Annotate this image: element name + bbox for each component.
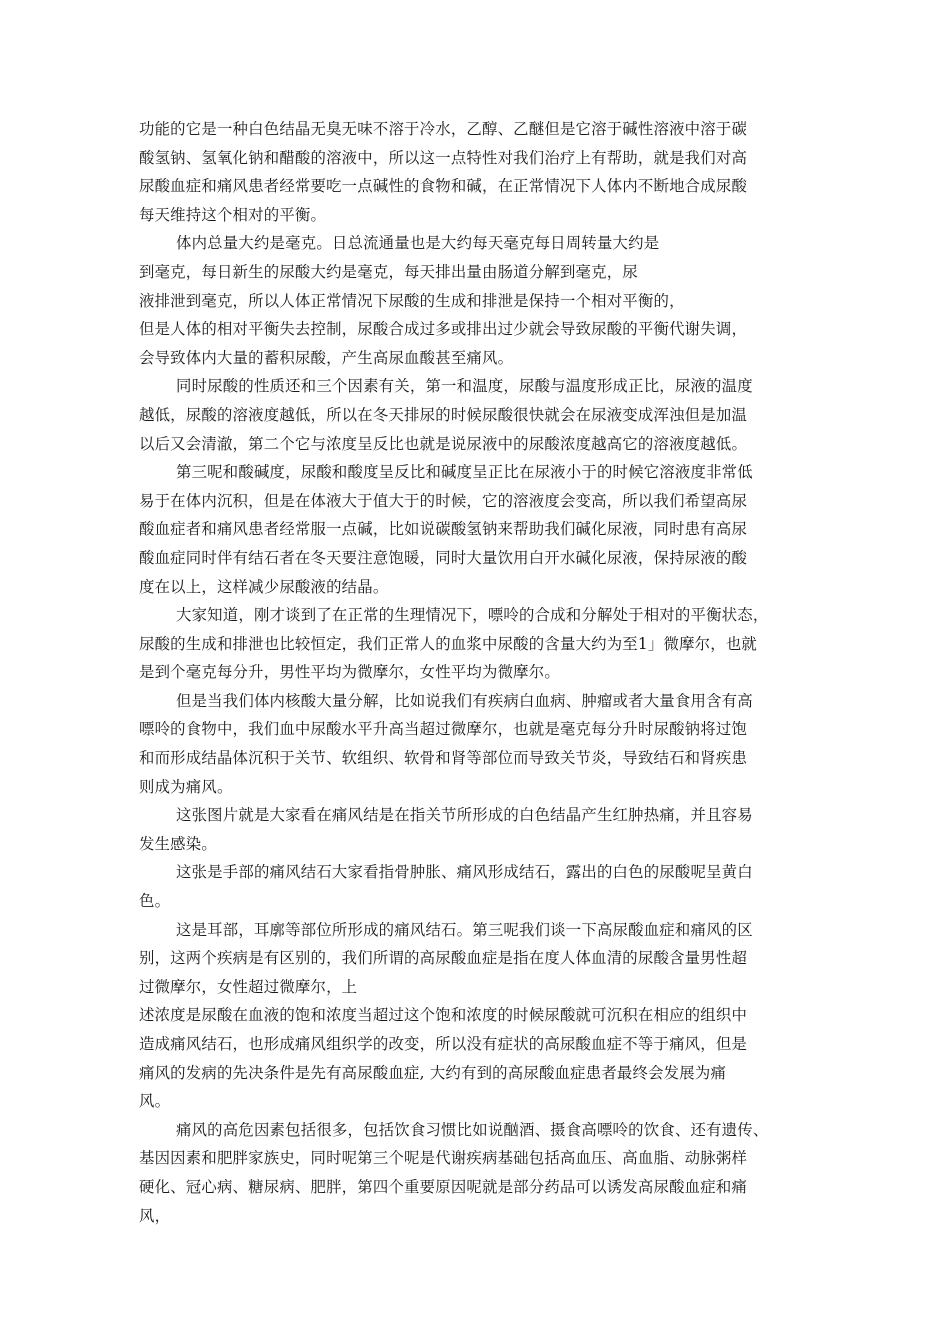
paragraph bbox=[139, 372, 839, 458]
text-line: 和而形成结晶体沉积于关节、软组织、软骨和肾等部位而导致关节炎，导致结石和肾疾患 bbox=[139, 749, 748, 768]
text-line: 风。 bbox=[139, 1092, 171, 1111]
text-line: 尿酸的生成和排泄也比较恒定，我们正常人的血浆中尿酸的含量大约为至1」微摩尔，也就 bbox=[139, 634, 758, 653]
paragraph bbox=[139, 115, 839, 229]
text-line: 以后又会清澈，第二个它与浓度呈反比也就是说尿液中的尿酸浓度越高它的溶液度越低。 bbox=[139, 434, 748, 453]
text-line: 色。 bbox=[139, 892, 171, 911]
paragraph bbox=[139, 458, 839, 601]
text-line: 这张是手部的痛风结石大家看指骨肿胀、痛风形成结石，露出的白色的尿酸呢呈黄白 bbox=[176, 863, 753, 882]
text-line: 到毫克，每日新生的尿酸大约是毫克，每天排出量由肠道分解到毫克，尿 bbox=[139, 262, 638, 281]
text-line: 同时尿酸的性质还和三个因素有关，第一和温度，尿酸与温度形成正比，尿液的温度 bbox=[176, 377, 753, 396]
text-line: 造成痛风结石，也形成痛风组织学的改变，所以没有症状的高尿酸血症不等于痛风，但是 bbox=[139, 1035, 748, 1053]
paragraph bbox=[139, 858, 839, 915]
text-line: 痛风的发病的先决条件是先有高尿酸血症, 大约有到的高尿酸血症患者最终会发展为痛 bbox=[139, 1063, 727, 1082]
text-line: 痛风的高危因素包括很多，包括饮食习惯比如说酗酒、摄食高嘌呤的饮食、还有遗传、 bbox=[176, 1120, 769, 1139]
paragraph bbox=[139, 801, 839, 858]
text-line: 酸血症者和痛风患者经常服一点碱，比如说碳酸氢钠来帮助我们碱化尿液，同时患有高尿 bbox=[139, 520, 748, 539]
text-line: 第三呢和酸碱度，尿酸和酸度呈反比和碱度呈正比在尿液小于的时候它溶液度非常低 bbox=[176, 463, 753, 482]
text-line: 别，这两个疾病是有区别的，我们所谓的高尿酸血症是指在度人体血清的尿酸含量男性超 bbox=[139, 949, 748, 968]
text-line: 尿酸血症和痛风患者经常要吃一点碱性的食物和碱，在正常情况下人体内不断地合成尿酸 bbox=[139, 177, 748, 196]
text-line: 但是人体的相对平衡失去控制，尿酸合成过多或排出过少就会导致尿酸的平衡代谢失调， bbox=[139, 320, 748, 339]
text-line: 述浓度是尿酸在血液的饱和浓度当超过这个饱和浓度的时候尿酸就可沉积在相应的组织中 bbox=[139, 1006, 748, 1025]
document-body bbox=[139, 115, 839, 1230]
paragraph bbox=[139, 1116, 839, 1230]
text-line: 液排泄到毫克，所以人体正常情况下尿酸的生成和排泄是保持一个相对平衡的， bbox=[139, 291, 685, 310]
text-line: 这是耳部，耳廓等部位所形成的痛风结石。第三呢我们谈一下高尿酸血症和痛风的区 bbox=[176, 920, 753, 939]
text-line: 发生感染。 bbox=[139, 834, 217, 853]
text-line: 是到个毫克每分升，男性平均为微摩尔，女性平均为微摩尔。 bbox=[139, 663, 560, 682]
text-line: 但是当我们体内核酸大量分解，比如说我们有疾病白血病、肿瘤或者大量食用含有高 bbox=[176, 691, 753, 710]
text-line: 功能的它是一种白色结晶无臭无味不溶于冷水，乙醇、乙醚但是它溶于碱性溶液中溶于碳 bbox=[139, 120, 748, 138]
text-line: 风， bbox=[139, 1206, 171, 1225]
text-line: 会导致体内大量的蓄积尿酸，产生高尿血酸甚至痛风。 bbox=[139, 348, 514, 367]
text-line: 硬化、冠心病、糖尿病、肥胖，第四个重要原因呢就是部分药品可以诱发高尿酸血症和痛 bbox=[139, 1177, 748, 1196]
text-line: 大家知道，刚才谈到了在正常的生理情况下，嘌呤的合成和分解处于相对的平衡状态， bbox=[176, 606, 769, 625]
text-line: 酸血症同时伴有结石者在冬天要注意饱暖，同时大量饮用白开水碱化尿液，保持尿液的酸 bbox=[139, 548, 748, 567]
text-line: 则成为痛风。 bbox=[139, 777, 233, 796]
paragraph bbox=[139, 916, 839, 1116]
text-line: 每天维持这个相对的平衡。 bbox=[139, 205, 327, 224]
text-line: 基因因素和肥胖家族史，同时呢第三个呢是代谢疾病基础包括高血压、高血脂、动脉粥样 bbox=[139, 1149, 748, 1168]
text-line: 这张图片就是大家看在痛风结是在指关节所形成的白色结晶产生红肿热痛，并且容易 bbox=[176, 806, 753, 825]
paragraph bbox=[139, 687, 839, 801]
text-line: 嘌呤的食物中，我们血中尿酸水平升高当超过微摩尔，也就是毫克每分升时尿酸钠将过饱 bbox=[139, 720, 748, 739]
text-line: 易于在体内沉积，但是在体液大于值大于的时候，它的溶液度会变高，所以我们希望高尿 bbox=[139, 491, 748, 510]
text-line: 度在以上，这样减少尿酸液的结晶。 bbox=[139, 577, 389, 596]
text-line: 越低，尿酸的溶液度越低，所以在冬天排尿的时候尿酸很快就会在尿液变成浑浊但是加温 bbox=[139, 405, 748, 424]
paragraph bbox=[139, 601, 839, 687]
text-line: 体内总量大约是毫克。日总流通量也是大约每天毫克每日周转量大约是 bbox=[176, 234, 660, 253]
paragraph bbox=[139, 229, 839, 372]
text-line: 过微摩尔，女性超过微摩尔，上 bbox=[139, 977, 358, 996]
text-line: 酸氢钠、氢氧化钠和醋酸的溶液中，所以这一点特性对我们治疗上有帮助，就是我们对高 bbox=[139, 148, 748, 167]
